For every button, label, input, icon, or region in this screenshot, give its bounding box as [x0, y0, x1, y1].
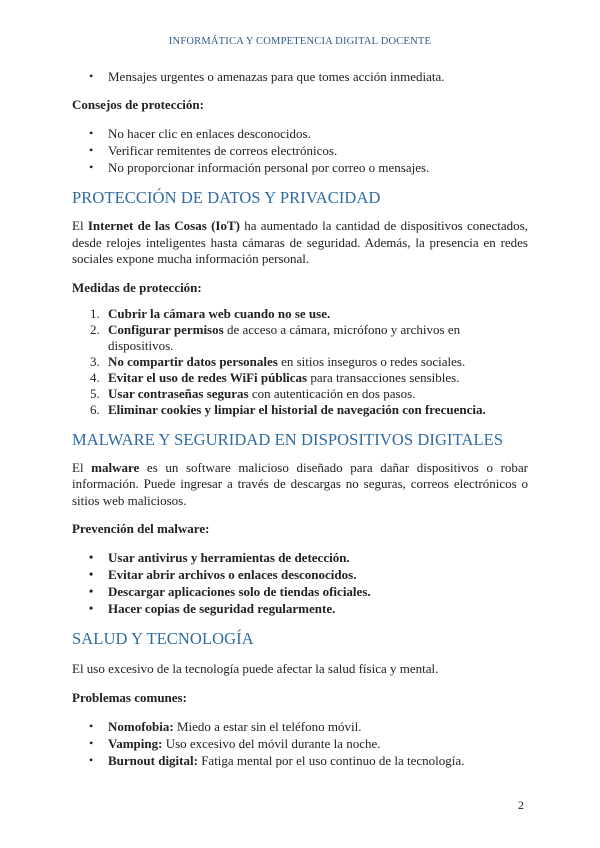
list-item	[72, 402, 528, 418]
malware-heading: MALWARE Y SEGURIDAD EN DISPOSITIVOS DIGITALES	[72, 429, 504, 449]
item-number: 6.	[90, 401, 100, 417]
consejos-label: Consejos de protección:	[72, 97, 204, 112]
list-item	[72, 735, 528, 752]
list-item	[72, 370, 528, 386]
item-number: 4.	[90, 369, 100, 385]
item-bold: No compartir datos personales	[108, 353, 278, 369]
intro-bold: malware	[91, 459, 140, 475]
item-rest: con autenticación en dos pasos.	[248, 385, 416, 401]
problemas-list	[72, 718, 528, 769]
list-item	[72, 354, 528, 370]
list-item: • No hacer clic en enlaces desconocidos.	[72, 125, 528, 142]
intro-bold: Internet de las Cosas (IoT)	[87, 218, 240, 233]
item-number: 1.	[90, 305, 100, 321]
item-rest: Miedo a estar sin el teléfono móvil.	[173, 718, 362, 734]
list-item: • Verificar remitentes de correos electrónicos.	[72, 142, 528, 159]
item-bold: Evitar el uso de redes WiFi públicas	[108, 369, 308, 385]
salud-heading: SALUD Y TECNOLOGÍA	[72, 629, 254, 648]
item-rest: para transacciones sensibles.	[307, 369, 460, 385]
intro-pre: El	[72, 459, 92, 475]
item-number: 2.	[90, 321, 100, 337]
list-item	[72, 752, 528, 769]
list-item: • Mensajes urgentes o amenazas para que tomes acción inmediata.	[72, 68, 528, 85]
intro-post: ha aumentado la cantidad de dispositivos conectados, desde relojes inteligentes hasta cámaras de seguridad. Además, la presencia en redes sociales expone mucha información personal.	[72, 218, 528, 266]
item-number: 5.	[90, 385, 100, 401]
item-rest: Fatiga mental por el uso continuo de la tecnología.	[197, 752, 465, 768]
intro-post: es un software malicioso diseñado para dañar dispositivos o robar información. Puede ingresar a través de descargas no seguras, correos electrónicos o sitios web maliciosos.	[72, 459, 528, 508]
list-item: • Hacer copias de seguridad regularmente.	[72, 600, 528, 617]
item-rest: de acceso a cámara, micrófono y archivos en dispositivos.	[108, 321, 461, 353]
medidas-list	[72, 306, 528, 418]
item-bold: Burnout digital:	[108, 752, 198, 768]
page-content	[72, 68, 528, 769]
item-bold: Cubrir la cámara web cuando no se use.	[108, 305, 331, 321]
privacidad-intro	[72, 218, 528, 268]
prevencion-list	[72, 549, 528, 617]
list-item	[72, 306, 528, 322]
item-number: 3.	[90, 353, 100, 369]
malware-intro	[72, 460, 528, 510]
list-item	[72, 718, 528, 735]
problemas-label: Problemas comunes:	[72, 689, 187, 705]
item-bold: Vamping:	[108, 735, 163, 751]
item-rest: Uso excesivo del móvil durante la noche.	[162, 735, 381, 751]
salud-intro: El uso excesivo de la tecnología puede afectar la salud física y mental.	[72, 661, 439, 676]
item-bold: Eliminar cookies y limpiar el historial de navegación con frecuencia.	[108, 401, 486, 417]
item-bold: Nomofobia:	[108, 718, 174, 734]
running-header: INFORMÁTICA Y COMPETENCIA DIGITAL DOCENTE	[168, 36, 432, 47]
intro-pre: El	[72, 218, 88, 233]
consejos-list	[72, 125, 528, 176]
list-item: • Evitar abrir archivos o enlaces desconocidos.	[72, 566, 528, 583]
list-item	[72, 386, 528, 402]
prevencion-label: Prevención del malware:	[72, 521, 210, 536]
list-item	[72, 322, 528, 354]
item-rest: en sitios inseguros o redes sociales.	[277, 353, 466, 369]
privacidad-heading: PROTECCIÓN DE DATOS Y PRIVACIDAD	[72, 188, 381, 207]
item-bold: Configurar permisos	[108, 321, 224, 337]
page-number: 2	[518, 798, 524, 812]
medidas-label: Medidas de protección:	[72, 279, 202, 295]
list-item: • Usar antivirus y herramientas de detección.	[72, 549, 528, 566]
bullet-list	[72, 68, 528, 85]
list-item: • Descargar aplicaciones solo de tiendas oficiales.	[72, 583, 528, 600]
item-bold: Usar contraseñas seguras	[108, 385, 249, 401]
list-item: • No proporcionar información personal por correo o mensajes.	[72, 159, 528, 176]
